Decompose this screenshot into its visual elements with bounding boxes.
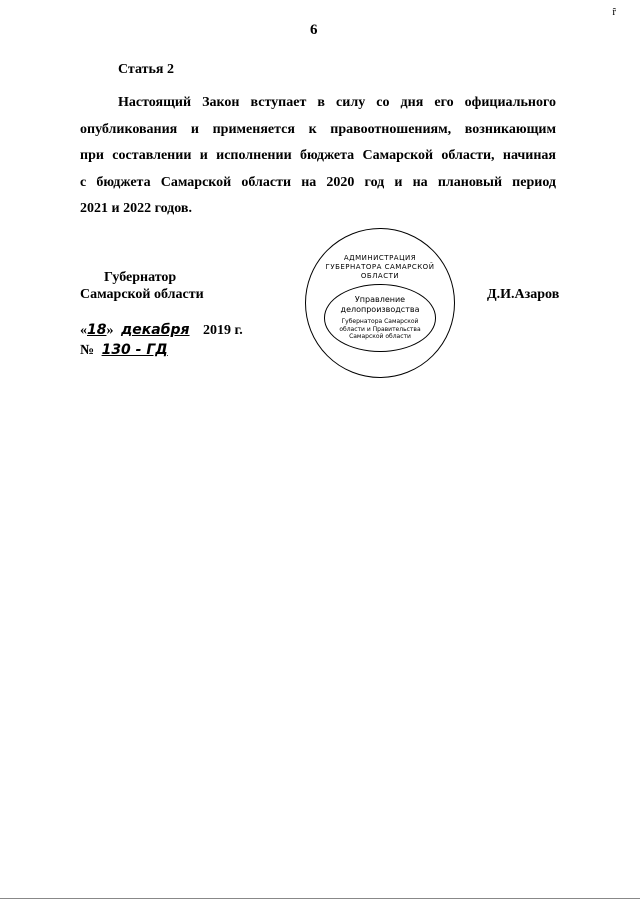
seal-outer-text: АДМИНИСТРАЦИЯ ГУБЕРНАТОРА САМАРСКОЙ ОБЛАСТИ	[325, 254, 435, 281]
scan-bottom-edge	[0, 898, 640, 899]
article-heading: Статья 2	[118, 62, 174, 77]
signatory-title-line2: Самарской области	[80, 287, 204, 302]
law-number	[80, 342, 212, 359]
date-month: декабря	[120, 322, 190, 338]
article-paragraph	[80, 90, 556, 223]
paragraph-line: Настоящий Закон вступает в силу со дня его официального	[118, 95, 556, 110]
paragraph-line: опубликования и применяется к правоотношениям, возникающим	[80, 121, 556, 137]
date-year: 2019 г.	[203, 323, 243, 338]
seal-center-line1: Управление	[354, 295, 406, 305]
seal-center-line2: делопроизводства	[340, 305, 420, 315]
scan-edge-mark: ȓ	[612, 6, 616, 18]
paragraph-line: при составлении и исполнении бюджета Самарской области, начиная	[80, 148, 556, 163]
number-value: 130 - ГД	[101, 342, 168, 358]
date-open-quote: «	[80, 323, 87, 338]
signatory-title-line1: Губернатор	[104, 270, 177, 285]
official-seal	[305, 228, 455, 378]
seal-inner-ring	[324, 284, 436, 352]
signing-date	[80, 322, 243, 339]
number-prefix: №	[80, 343, 95, 358]
seal-inner-text: Губернатора Самарской области и Правительства Самарской области	[339, 318, 421, 341]
paragraph-line: с бюджета Самарской области на 2020 год и на плановый период	[80, 174, 556, 190]
date-day: 18	[87, 322, 107, 338]
signatory-name: Д.И.Азаров	[487, 287, 560, 302]
date-close-quote: »	[106, 323, 114, 338]
page-number: 6	[310, 22, 318, 38]
paragraph-line: 2021 и 2022 годов.	[80, 201, 192, 216]
